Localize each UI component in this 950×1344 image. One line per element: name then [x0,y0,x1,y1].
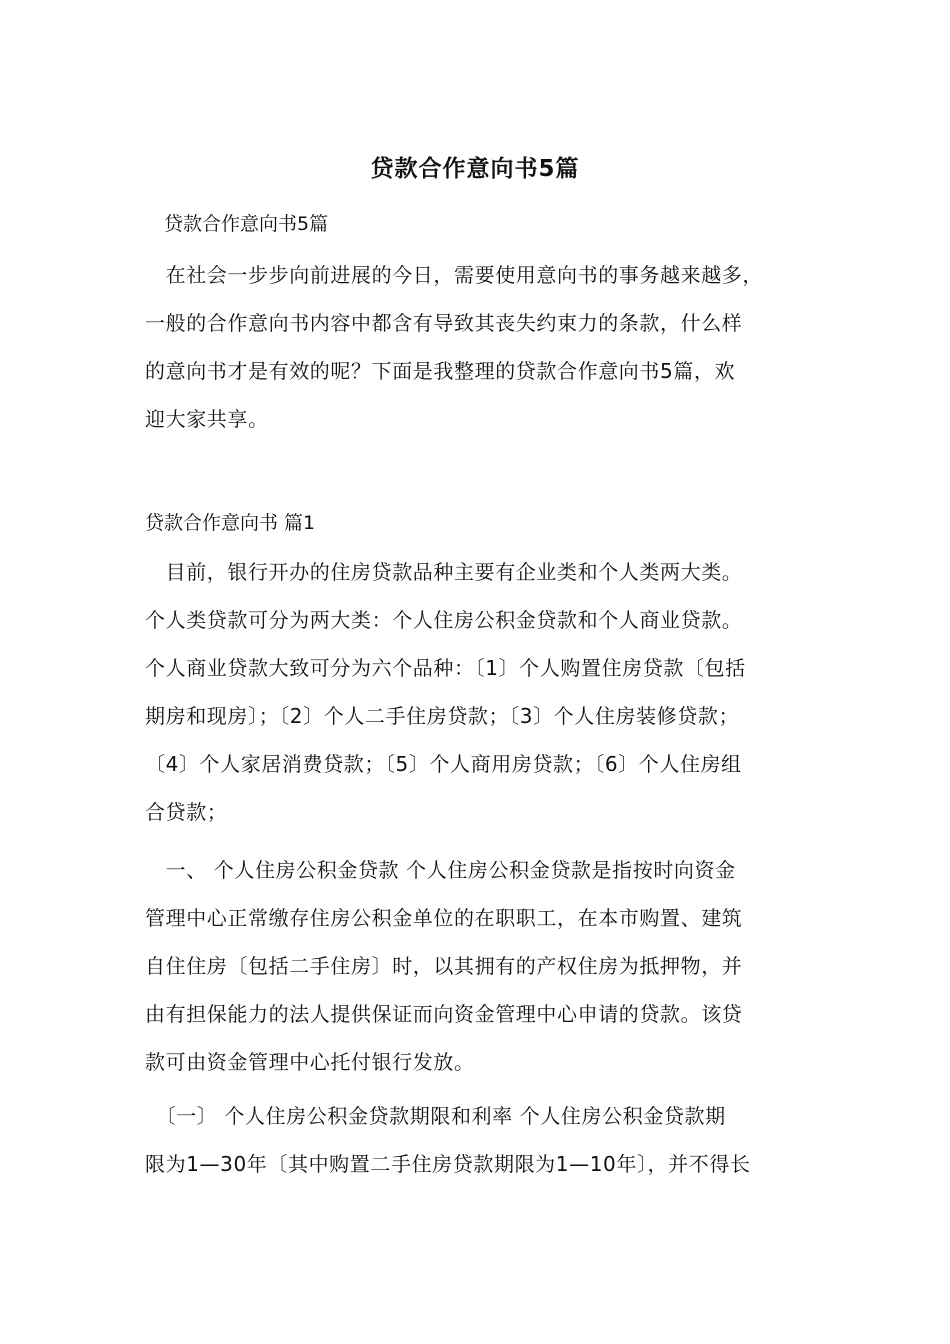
paragraph-line: 个人类贷款可分为两大类：个人住房公积金贷款和个人商业贷款。 [145,608,743,632]
paragraph-line: 自住住房〔包括二手住房〕时，以其拥有的产权住房为抵押物，并 [145,954,743,978]
paragraph-line: 由有担保能力的法人提供保证而向资金管理中心申请的贷款。该贷 [145,1002,743,1026]
document-subtitle: 贷款合作意向书5篇 [164,213,329,235]
provident-fund-paragraph [145,846,825,1086]
paragraph-line: 〔4〕个人家居消费贷款；〔5〕个人商用房贷款；〔6〕个人住房组 [145,752,742,776]
document-title: 贷款合作意向书5篇 [370,156,580,182]
paragraph-line: 迎大家共享。 [145,407,269,431]
paragraph-line: 在社会一步步向前进展的今日，需要使用意向书的事务越来越多， [145,263,763,287]
loan-types-paragraph [145,548,825,836]
paragraph-line: 〔一〕 个人住房公积金贷款期限和利率 个人住房公积金贷款期 [145,1104,726,1128]
intro-paragraph [145,251,825,443]
paragraph-line: 期房和现房〕；〔2〕个人二手住房贷款；〔3〕个人住房装修贷款； [145,704,740,728]
paragraph-line: 一般的合作意向书内容中都含有导致其丧失约束力的条款，什么样 [145,311,743,335]
paragraph-line: 一、 个人住房公积金贷款 个人住房公积金贷款是指按时向资金 [145,858,736,882]
loan-term-paragraph [145,1092,825,1188]
paragraph-line: 合贷款； [145,800,228,824]
paragraph-line: 款可由资金管理中心托付银行发放。 [145,1050,475,1074]
paragraph-line: 限为1—30年〔其中购置二手住房贷款期限为1—10年〕，并不得长 [145,1152,751,1176]
paragraph-line: 管理中心正常缴存住房公积金单位的在职职工，在本市购置、建筑 [145,906,743,930]
section-heading: 贷款合作意向书 篇1 [145,512,316,534]
paragraph-line: 个人商业贷款大致可分为六个品种：〔1〕个人购置住房贷款〔包括 [145,656,746,680]
paragraph-line: 目前，银行开办的住房贷款品种主要有企业类和个人类两大类。 [145,560,743,584]
paragraph-line: 的意向书才是有效的呢？下面是我整理的贷款合作意向书5篇，欢 [145,359,736,383]
